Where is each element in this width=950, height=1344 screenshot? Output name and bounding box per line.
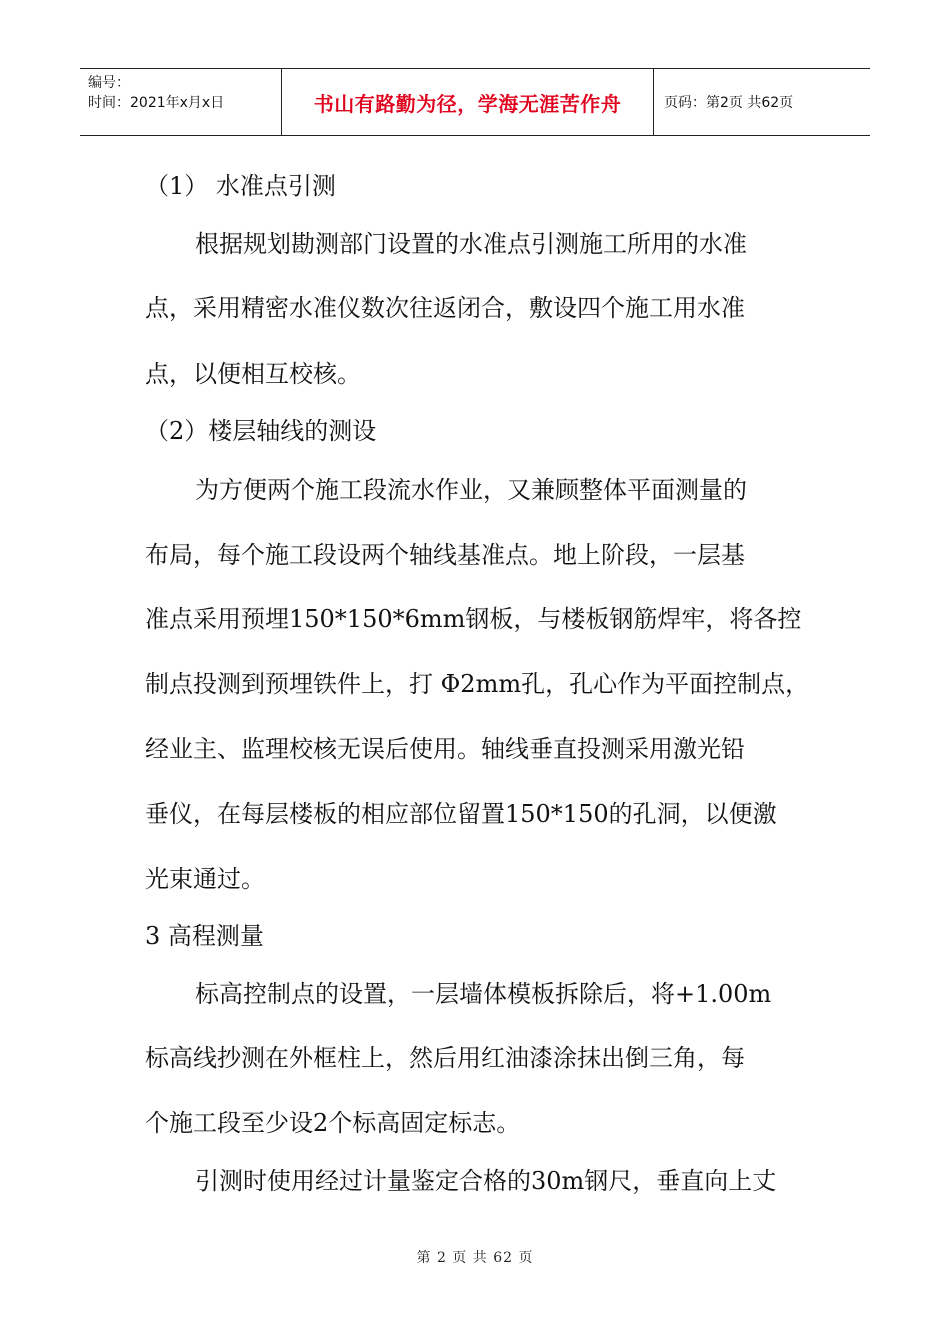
paragraph-line: 垂仪，在每层楼板的相应部位留置150*150的孔洞，以便激: [145, 800, 777, 828]
paragraph-line: 光束通过。: [145, 865, 265, 893]
paragraph-line: 引测时使用经过计量鉴定合格的30m钢尺，垂直向上丈: [195, 1167, 777, 1195]
paragraph-line: 个施工段至少设2个标高固定标志。: [145, 1109, 521, 1137]
paragraph-line: 根据规划勘测部门设置的水准点引测施工所用的水准: [195, 230, 747, 258]
heading-elevation: 3 高程测量: [145, 922, 264, 950]
paragraph-line: 标高线抄测在外框柱上，然后用红油漆涂抹出倒三角，每: [145, 1044, 745, 1072]
paragraph-line: 点，采用精密水准仪数次往返闭合，敷设四个施工用水准: [145, 294, 745, 322]
paragraph-line: 点，以便相互校核。: [145, 360, 361, 388]
header-motto-cell: [282, 69, 654, 135]
header-meta-cell: [80, 69, 282, 135]
heading-axis-layout: （2）楼层轴线的测设: [145, 417, 377, 445]
time-label: 时间：2021年x月x日: [88, 95, 225, 111]
paragraph-line: 准点采用预埋150*150*6mm钢板，与楼板钢筋焊牢，将各控: [145, 605, 802, 633]
page-footer: 第 2 页 共 62 页: [416, 1250, 534, 1266]
paragraph-line: 为方便两个施工段流水作业，又兼顾整体平面测量的: [195, 476, 747, 504]
number-label: 编号：: [88, 75, 130, 91]
document-header: [80, 68, 870, 136]
heading-benchmark: （1） 水准点引测: [145, 172, 336, 200]
paragraph-line: 标高控制点的设置，一层墙体模板拆除后，将+1.00m: [195, 980, 772, 1008]
header-page-cell: [654, 69, 870, 135]
paragraph-line: 经业主、监理校核无误后使用。轴线垂直投测采用激光铅: [145, 735, 745, 763]
paragraph-line: 布局，每个施工段设两个轴线基准点。地上阶段，一层基: [145, 541, 745, 569]
paragraph-line: 制点投测到预埋铁件上，打 Φ2mm孔，孔心作为平面控制点，: [145, 670, 810, 698]
page-info: 页码：第2页 共62页: [664, 95, 794, 111]
motto-text: 书山有路勤为径，学海无涯苦作舟: [313, 91, 622, 116]
